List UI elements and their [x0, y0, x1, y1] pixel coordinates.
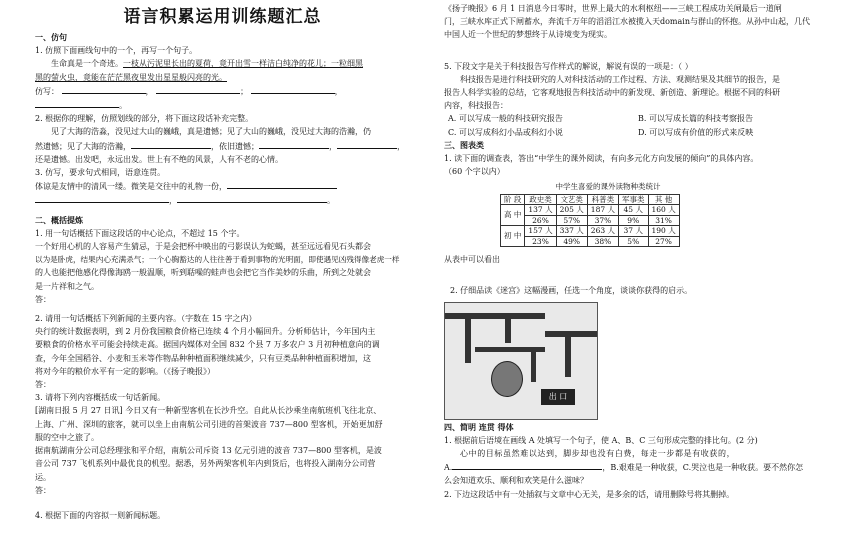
answer-label: 答：: [35, 380, 51, 390]
news-text-3: 中国人近一个世纪的梦想终于从诗境变为现实。: [444, 30, 612, 40]
answer-blank[interactable]: [177, 193, 327, 203]
option-a[interactable]: A. 可以写成一般的科技研究报告: [448, 114, 563, 124]
table-cell: 57%: [556, 215, 587, 226]
section-heading-summary: 二、概括提炼: [35, 214, 83, 225]
answer-blank-a[interactable]: [452, 460, 602, 470]
answer-blank[interactable]: [35, 193, 169, 203]
coherence-1-text-3: 么会知道欢乐、顺利和欢笑是什么滋味？: [444, 476, 588, 486]
summary-3-text-4: 据南航湖南分公司总经理张和平介绍，南航公司斥资 13 亿元引进的波音 737—800 型客机，是波: [35, 446, 382, 456]
table-header: 文艺类: [556, 194, 587, 205]
question-5-text-2: 报告人科学实验的总结，它客观地报告科技活动中的新发现、新创造、新理论。根据不同的科研: [444, 88, 780, 98]
exit-sign: 出 口: [541, 389, 575, 405]
question-2-text-1: 见了大海的浩淼，没见过大山的巍峨，真是遗憾；见了大山的巍峨，没见过大海的浩瀚，仍: [51, 127, 371, 137]
answer-blank[interactable]: [35, 98, 119, 108]
summary-3-text-2: 上海、广州、深圳的旅客，就可以坐上由南航公司引进的首架波音 737—800 型客机，开始更加舒: [35, 419, 383, 429]
question-1: 1. 仿照下面画线句中的一个，再写一个句子。: [35, 46, 198, 56]
question-5: 5. 下段文字是关于科技报告写作样式的解说，解说有误的一项是：（ ）: [444, 61, 693, 71]
news-text-2: 门，三峡水库正式下闸蓄水，奔流千万年的滔滔江水被揽入天domain与群山的怀抱。从孙中山起，几代: [444, 17, 810, 27]
answer-blank[interactable]: [62, 84, 146, 94]
table-row: [501, 226, 680, 237]
summary-3-text-1: [湖南日报 5 月 27 日讯] 今日又有一种新型客机在长沙升空。自此从长沙乘坐南航班机飞往北京、: [35, 406, 382, 416]
summary-question-4: 4. 根据下面的内容拟一则新闻标题。: [35, 510, 166, 520]
question-1-underlined-1: 一枝从污泥里长出的夏荷，竟开出雪一样洁白纯净的花儿；一粒细黑: [123, 59, 363, 69]
question-2-text-2a: 然遗憾；见了大海的浩瀚，: [35, 141, 131, 151]
table-stage: 高 中: [501, 205, 525, 226]
question-1-text: [35, 57, 410, 70]
coherence-1-text-2b: ，B.艰难是一种收获，C.哭泣也是一种收获。要不然你怎: [602, 463, 804, 473]
section-heading-imitation: 一、仿句: [35, 32, 67, 42]
coherence-question-1: 1. 根据前后语境在画线 A 处填写一个句子，使 A、B、C 三句形成完整的排比句。(2 分): [444, 435, 758, 445]
table-cell: 26%: [525, 215, 556, 226]
reading-survey-table: [500, 194, 680, 248]
table-cell: 157 人: [525, 226, 556, 237]
summary-2-text-4: 将对今年的粮价水平有一定的影响。（《扬子晚报》）: [35, 366, 215, 376]
question-1-underlined-2: 黑的萤火虫，竟能在茫茫黑夜里发出星星般闪亮的光。: [35, 72, 227, 82]
table-cell: 160 人: [648, 205, 679, 216]
table-stage: 初 中: [501, 226, 525, 247]
table-cell: 38%: [587, 236, 618, 247]
coherence-1-text-2: [444, 460, 832, 474]
person-figure: [491, 361, 523, 397]
table-header: 军事类: [619, 194, 649, 205]
answer-blank[interactable]: [227, 179, 337, 189]
label-a: A.: [444, 463, 453, 473]
summary-2-text-3: 查，今年全国稻谷、小麦和玉米等作物品种种植面积继续减少，只有豆类品种种植面积增加，这: [35, 353, 371, 363]
question-5-text-1: 科技报告是进行科技研究的人对科技活动的工作过程、方法、观测结果及其细节的报告，是: [460, 74, 780, 84]
question-2-text-2b: ，依旧遗憾；: [211, 141, 259, 151]
question-1-text-cont: [35, 71, 410, 84]
table-cell: 23%: [525, 236, 556, 247]
question-3: 3. 仿写，要求句式相同，语意连贯。: [35, 168, 166, 178]
option-d[interactable]: D. 可以写成有价值的形式来反映: [638, 127, 754, 137]
question-3-answer-line: ， 。: [35, 193, 410, 207]
answer-blank[interactable]: [131, 139, 211, 149]
question-3-text: [35, 179, 410, 193]
answer-label: 答：: [35, 485, 51, 495]
table-header: 阶 段: [501, 194, 525, 205]
table-cell: 37 人: [619, 226, 649, 237]
section-heading-charts: 三、图表类: [444, 139, 484, 150]
right-column: [444, 0, 832, 501]
question-2: 2. 根据你的理解，仿照划线的部分，将下面这段话补充完整。: [35, 114, 254, 124]
question-1-lead: 生命真是一个奇迹。: [51, 59, 123, 69]
table-cell: 187 人: [587, 205, 618, 216]
table-row: [501, 236, 680, 247]
table-cell: 45 人: [619, 205, 649, 216]
option-b[interactable]: B. 可以写成长篇的科技考察报告: [638, 114, 753, 124]
table-row: [501, 215, 680, 226]
table-cell: 337 人: [556, 226, 587, 237]
question-5-options: [444, 112, 832, 138]
summary-question-2: 2. 请用一句话概括下列新闻的主要内容。（字数在 15 字之内）: [35, 314, 257, 324]
table-header: 政史类: [525, 194, 556, 205]
answer-blank[interactable]: [259, 139, 329, 149]
table-cell: 9%: [619, 215, 649, 226]
table-cell: 137 人: [525, 205, 556, 216]
table-cell: 37%: [587, 215, 618, 226]
table-header: 其 他: [648, 194, 679, 205]
table-question-limit: （60 个字以内）: [444, 167, 505, 177]
table-header: 科普类: [587, 194, 618, 205]
summary-3-text-3: 服的空中之旅了。: [35, 432, 99, 442]
maze-cartoon: [444, 302, 598, 420]
cartoon-question: 2. 仔细品读《迷宫》这幅漫画，任选一个角度，谈谈你获得的启示。: [450, 286, 693, 296]
table-cell: 31%: [648, 215, 679, 226]
fang-label: 仿写：: [35, 86, 59, 96]
table-cell: 49%: [556, 236, 587, 247]
table-cell: 205 人: [556, 205, 587, 216]
question-3-lead: 体谅是友情中的清风一缕。微笑是交往中的礼物一份，: [35, 182, 227, 192]
summary-1-text-1: 一个好用心机的人容易产生猜忌，于是会把杯中映出的弓影误认为蛇蝎，甚至远远看见石头都会: [35, 242, 371, 252]
question-1-answer: 仿写： ， ； ， 。: [35, 84, 410, 112]
summary-1-text-2: 以为是卧虎，结果内心充满杀气；一个心胸豁达的人往往善于看到事物的光明面，即使遇见凶残得像老虎一样: [35, 255, 400, 265]
summary-1-text-3: 的人也能把他感化得像海鸥一般温顺，听到聒噪的蛙声也会把它当作美妙的乐曲，所到之处就会: [35, 268, 371, 278]
summary-3-text-6: 运。: [35, 472, 51, 482]
question-2-text-2: 然遗憾；见了大海的浩瀚， ，依旧遗憾； ， ，: [35, 139, 410, 153]
section-heading-coherence: 四、简明 连贯 得体: [444, 421, 514, 432]
answer-blank[interactable]: [156, 84, 240, 94]
table-question: 1. 读下面的调查表，答出“中学生的课外阅读，有向多元化方向发展的倾向”的具体内容。: [444, 154, 759, 164]
question-5-text-3: 内容，科技报告：: [444, 101, 508, 111]
summary-1-text-4: 是一片祥和之气。: [35, 281, 99, 291]
summary-question-3: 3. 请将下列内容概括成一句话新闻。: [35, 393, 166, 403]
page-title: 语言积累运用训练题汇总: [123, 7, 322, 27]
summary-2-text-1: 央行的统计数据表明，到 2 月份我国粮食价格已连续 4 个月小幅回升。分析师估计，今年国内主: [35, 327, 376, 337]
news-text-1: 《扬子晚报》6 月 1 日消息今日零时，世界上最大的水利枢纽——三峡工程成功关闸最后一道闸: [444, 4, 782, 13]
summary-2-text-2: 要粮食的价格水平可能会持续走高。据国内媒体对全国 832 个县 7 万多农户 3 月初种植意向的调: [35, 340, 380, 350]
summary-3-text-5: 音公司 737 飞机系列中最优良的机型。据悉，另外两架客机年内到货后，也将投入湖南分公司营: [35, 459, 376, 469]
answer-blank[interactable]: [251, 84, 335, 94]
table-cell: 190 人: [648, 226, 679, 237]
table-cell: 27%: [648, 236, 679, 247]
table-caption: 中学生喜爱的课外读物种类统计: [555, 182, 661, 192]
table-cell: 5%: [619, 236, 649, 247]
summary-question-1: 1. 用一句话概括下面这段话的中心论点，不超过 15 个字。: [35, 228, 245, 238]
answer-blank[interactable]: [337, 139, 397, 149]
coherence-question-2: 2. 下边这段话中有一处插叙与文章中心无关，是多余的话，请用删除号将其删掉。: [444, 489, 735, 499]
option-c[interactable]: C. 可以写成科幻小品或科幻小说: [448, 127, 563, 137]
coherence-1-text-1: 心中的目标虽然难以达到，脚步却也没有白费，每走一步都是有收获的，: [460, 448, 736, 458]
table-row: [501, 205, 680, 216]
table-cell: 263 人: [587, 226, 618, 237]
question-2-text-3: 还是遗憾。出发吧，永远出发。世上有不绝的风景，人有不老的心情。: [35, 154, 283, 164]
answer-label: 答：: [35, 294, 51, 304]
table-answer-lead: 从表中可以看出: [444, 255, 500, 265]
table-header-row: [501, 194, 680, 205]
